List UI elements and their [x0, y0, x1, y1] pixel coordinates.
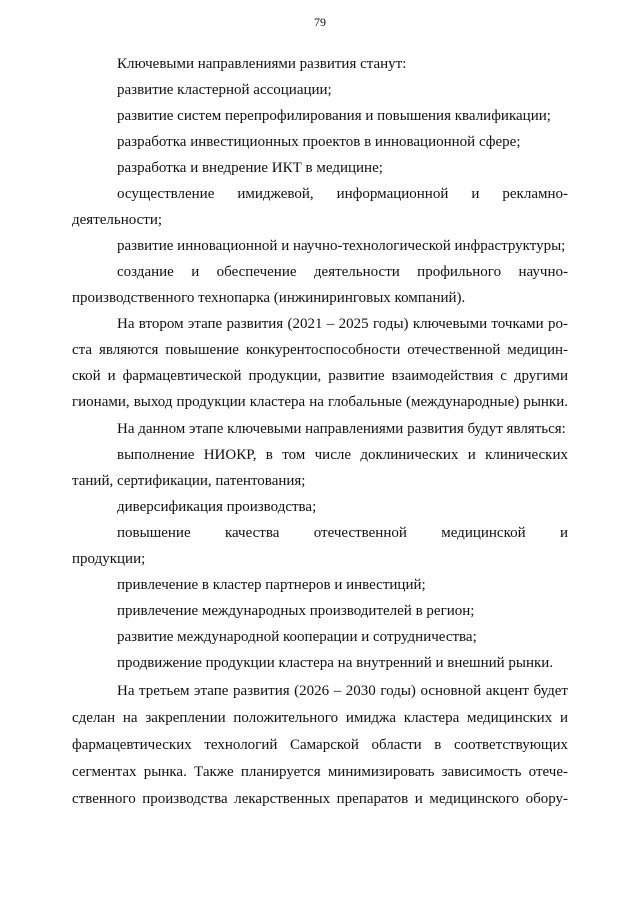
text-line: привлечение международных производителей в регион; — [117, 603, 475, 619]
text-line: продукции; — [72, 551, 146, 567]
text-line: развитие систем перепрофилирования и повышения квалификации; — [117, 108, 551, 124]
text-line: гионами, выход продукции кластера на глобальные (международные) рынки. — [72, 394, 568, 410]
text-line: ственного производства лекарственных препаратов и медицинского обору- — [72, 791, 568, 807]
text-line: развитие кластерной ассоциации; — [117, 82, 332, 98]
text-line: ста являются повышение конкурентоспособности отечественной медицин- — [72, 342, 568, 358]
text-line: таний, сертификации, патентования; — [72, 473, 306, 489]
text-line: разработка и внедрение ИКТ в медицине; — [117, 160, 383, 176]
text-line: осуществление имиджевой, информационной и рекламно- — [117, 186, 568, 202]
text-line: выполнение НИОКР, в том числе доклинических и клинических — [117, 447, 568, 463]
text-line: продвижение продукции кластера на внутренний и внешний рынки. — [117, 655, 554, 671]
text-line: деятельности; — [72, 212, 163, 228]
text-line: ской и фармацевтической продукции, развитие взаимодействия с другими — [72, 368, 568, 384]
text-line: производственного технопарка (инжиниринговых компаний). — [72, 290, 466, 306]
text-line: диверсификация производства; — [117, 499, 317, 515]
text-line: На третьем этапе развития (2026 – 2030 годы) основной акцент будет — [117, 683, 568, 699]
text-line: фармацевтических технологий Самарской области в соответствующих — [72, 737, 568, 753]
text-line: повышение качества отечественной медицинской и — [117, 525, 568, 541]
page-number: 79 — [314, 15, 326, 29]
text-line: создание и обеспечение деятельности профильного научно- — [117, 264, 568, 280]
text-line: На данном этапе ключевыми направлениями развития будут являться: — [117, 421, 566, 437]
text-line: развитие инновационной и научно-технологической инфраструктуры; — [117, 238, 566, 254]
text-line: Ключевыми направлениями развития станут: — [117, 56, 407, 72]
text-line: привлечение в кластер партнеров и инвестиций; — [117, 577, 426, 593]
text-line: развитие международной кооперации и сотрудничества; — [117, 629, 477, 645]
text-line: На втором этапе развития (2021 – 2025 годы) ключевыми точками ро- — [117, 316, 568, 332]
text-line: сегментах рынка. Также планируется минимизировать зависимость отече- — [72, 764, 568, 780]
text-line: сделан на закреплении положительного имиджа кластера медицинских и — [72, 710, 568, 726]
text-line: разработка инвестиционных проектов в инновационной сфере; — [117, 134, 521, 150]
